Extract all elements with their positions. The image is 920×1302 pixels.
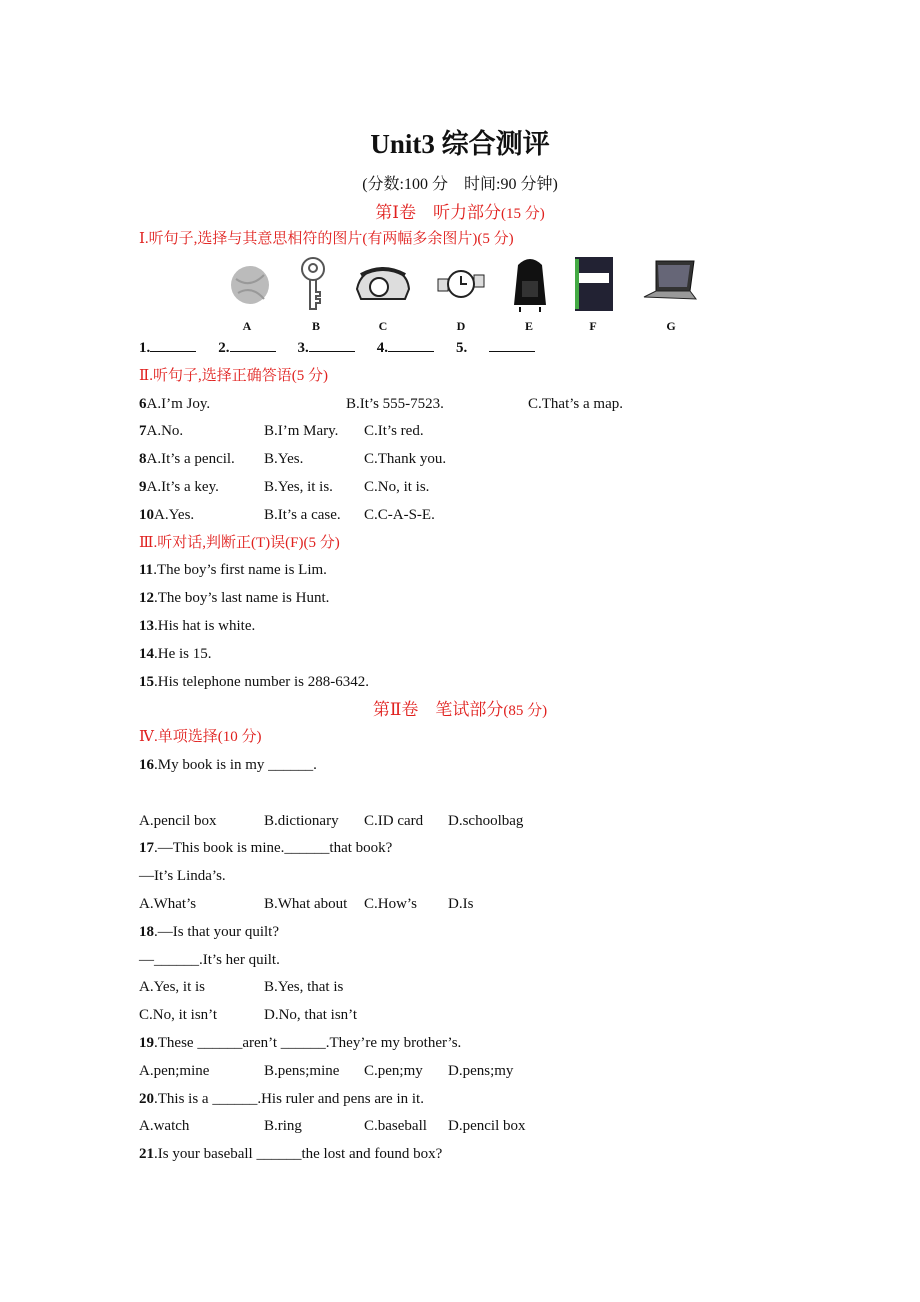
score-time: (分数:100 分 时间:90 分钟) [362,176,558,193]
option-a[interactable]: A.pen;mine [139,1062,210,1079]
picture-label-e: E [524,319,533,333]
option-d[interactable]: D.schoolbag [448,812,524,829]
question-number: 11 [139,562,154,579]
answer-number: 4. [376,340,388,356]
statement-row [139,585,839,613]
question-stem [139,1086,839,1114]
answer-blank[interactable] [230,337,276,352]
answer-number: 5. [456,340,468,356]
question-number: 7 [139,423,147,440]
dictionary-icon [565,255,625,313]
question-text: .This is a ______.His ruler and pens are in it. [154,1090,424,1107]
question-stem [139,919,839,947]
question-number: 18 [139,923,154,940]
question-stem [139,835,839,863]
question-number: 20 [139,1090,154,1107]
question-number: 13 [139,617,154,634]
answer-number: 1. [139,340,151,356]
answer-blank[interactable] [150,337,196,352]
question-row [139,502,839,530]
option-c[interactable]: C.C-A-S-E. [364,506,435,523]
option-a[interactable]: A.pencil box [139,812,217,829]
part2-points: (85 分) [503,703,548,720]
question-continuation [139,780,839,808]
option-d[interactable]: D.pens;my [448,1062,514,1079]
option-c[interactable]: C.pen;my [364,1062,423,1079]
option-c[interactable]: C.That’s a map. [528,395,623,412]
picture-label-g: G [666,319,676,333]
statement-text: .The boy’s first name is Lim. [153,562,327,579]
question-continuation [139,863,839,891]
watch-icon [432,255,492,313]
answer-blank[interactable] [309,337,355,352]
section4-heading: Ⅳ.单项选择(10 分) [139,729,262,746]
statement-row [139,669,839,697]
option-b[interactable]: B.Yes, that is [264,979,344,996]
answer-blank[interactable] [388,337,434,352]
picture-label-f: F [589,319,597,333]
option-a[interactable]: 7A.No. [139,423,184,440]
question-number: 14 [139,645,154,662]
page-title: Unit3 综合测评 [370,129,550,159]
picture-label-d: D [456,319,466,333]
option-c[interactable]: C.No, it isn’t [139,1007,218,1024]
part2-label: 第Ⅱ卷 笔试部分 [372,700,504,720]
section2-heading: Ⅱ.听句子,选择正确答语(5 分) [139,367,328,384]
laptop-icon [640,255,700,313]
option-d[interactable]: D.pencil box [448,1118,526,1135]
option-b[interactable]: B.ring [264,1118,302,1135]
option-a[interactable]: A.What’s [139,895,197,912]
question-number: 6 [139,395,147,412]
statement-text: .He is 15. [154,645,212,662]
statement-text: .The boy’s last name is Hunt. [154,590,330,607]
question-number: 15 [139,673,154,690]
question-text: —______.It’s her quilt. [139,951,280,968]
answer-blank[interactable] [489,337,535,352]
statement-text: .His hat is white. [154,617,256,634]
statement-row [139,557,839,585]
options-row [139,1113,839,1141]
options-row [139,808,839,836]
statement-row [139,613,839,641]
question-text: .My book is in my ______. [154,756,317,773]
answer-blanks-row [139,335,839,363]
part2-heading [0,696,920,724]
question-number: 16 [139,756,154,773]
section1-heading: Ⅰ.听句子,选择与其意思相符的图片(有两幅多余图片)(5 分) [139,231,514,247]
question-stem [139,1141,839,1169]
question-continuation [139,947,839,975]
question-stem [139,752,839,780]
section3-heading: Ⅲ.听对话,判断正(T)误(F)(5 分) [139,534,340,551]
options-row [139,1002,839,1030]
schoolbag-icon [500,255,560,313]
question-text: .—Is that your quilt? [154,923,279,940]
question-row [139,474,839,502]
option-a[interactable]: 9A.It’s a key. [139,478,219,495]
answer-number: 2. [218,340,230,356]
option-a[interactable]: 8A.It’s a pencil. [139,451,235,468]
statement-row [139,641,839,669]
question-number: 12 [139,590,154,607]
picture-label-c: C [378,319,388,333]
question-text: .—This book is mine.______that book? [154,840,393,857]
option-b[interactable]: B.I’m Mary. [264,423,339,440]
question-row [139,446,839,474]
question-text: .Is your baseball ______the lost and found box? [154,1146,443,1163]
option-c[interactable]: C.ID card [364,812,424,829]
telephone-icon [353,255,413,313]
option-b[interactable]: B.Yes, it is. [264,478,333,495]
baseball-icon [222,255,282,313]
part1-heading [0,198,920,223]
answer-number: 3. [297,340,309,356]
question-number: 9 [139,478,147,495]
question-row [139,418,839,446]
option-b[interactable]: B.It’s 555-7523. [346,395,444,412]
question-number: 19 [139,1034,154,1051]
question-number: 21 [139,1146,154,1163]
option-a[interactable]: A.Yes, it is [139,979,205,996]
statement-text: .His telephone number is 288-6342. [154,673,369,690]
question-number: 8 [139,451,147,468]
question-stem [139,1030,839,1058]
option-d[interactable]: D.No, that isn’t [264,1007,358,1024]
question-flow [139,335,839,1169]
question-text: —It’s Linda’s. [139,868,226,885]
options-row [139,974,839,1002]
question-row [139,391,839,419]
option-b[interactable]: B.dictionary [264,812,339,829]
option-c[interactable]: C.It’s red. [364,423,424,440]
picture-label-b: B [311,319,320,333]
key-icon [285,255,345,313]
option-a[interactable]: 10A.Yes. [139,506,195,523]
question-number: 17 [139,840,154,857]
option-c[interactable]: C.baseball [364,1118,427,1135]
part1-label: 第Ⅰ卷 听力部分 [375,203,501,222]
option-c[interactable]: C.How’s [364,895,417,912]
option-b[interactable]: B.pens;mine [264,1062,340,1079]
option-c[interactable]: C.Thank you. [364,451,447,468]
options-row [139,891,839,919]
option-d[interactable]: D.Is [448,895,474,912]
picture-label-a: A [242,319,252,333]
part1-points: (15 分) [500,206,545,222]
question-text: .These ______aren’t ______.They’re my brother’s. [154,1034,462,1051]
option-a[interactable]: A.watch [139,1118,190,1135]
options-row [139,1058,839,1086]
option-a[interactable]: 6A.I’m Joy. [139,395,211,412]
option-b[interactable]: B.Yes. [264,451,304,468]
option-b[interactable]: B.What about [264,895,348,912]
option-c[interactable]: C.No, it is. [364,478,430,495]
question-number: 10 [139,506,154,523]
option-b[interactable]: B.It’s a case. [264,506,341,523]
